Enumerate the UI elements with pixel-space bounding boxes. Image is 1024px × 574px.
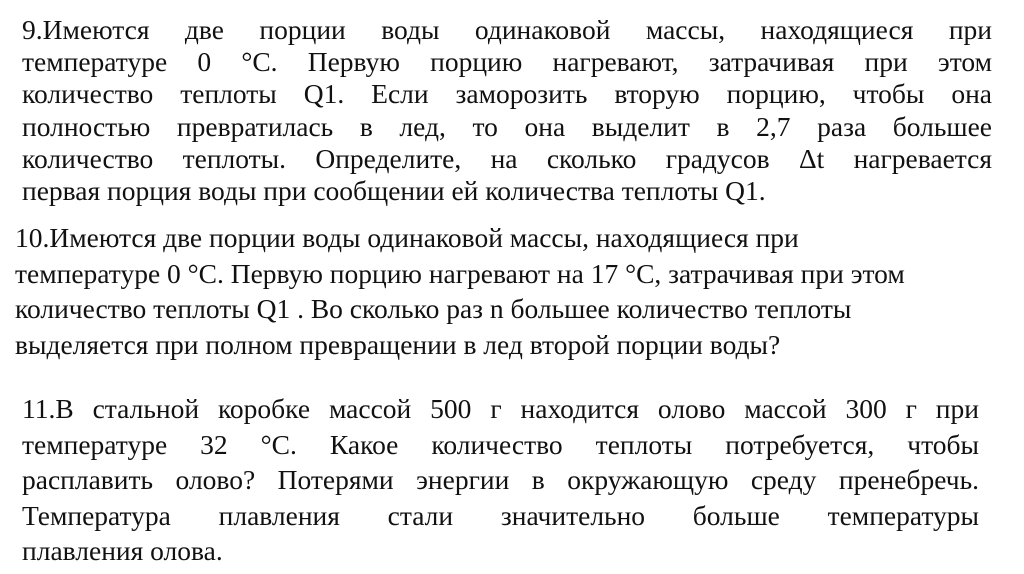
problem-9-line: количество теплоты. Определите, на сколько градусов Δt нагревается [22, 142, 992, 174]
problem-9-line: 9.Имеются две порции воды одинаковой массы, находящиеся при [22, 14, 992, 45]
problem-10-line: температуре 0 °С. Первую порцию нагревают на 17 °С, затрачивая при этом [15, 257, 905, 289]
problem-9-line: первая порция воды при сообщении ей количества теплоты Q1. [22, 175, 766, 207]
problem-9 [22, 14, 992, 207]
problem-10-line: выделяется при полном превращении в лед второй порции воды? [15, 328, 781, 360]
problem-9-line: количество теплоты Q1. Если заморозить вторую порцию, чтобы она [22, 78, 992, 110]
problem-9-line: полностью превратилась в лед, то она выделит в 2,7 раза большее [22, 110, 992, 142]
problem-10-line: количество теплоты Q1 . Во сколько раз n большее количество теплоты [15, 293, 852, 324]
problem-11-line: расплавить олово? Потерями энергии в окружающую среду пренебречь. [22, 464, 979, 495]
problem-10-line: 10.Имеются две порции воды одинаковой массы, находящиеся при [15, 222, 799, 253]
problem-11-line: плавления олова. [22, 535, 223, 566]
problem-11-line: температуре 32 °С. Какое количество теплоты потребуется, чтобы [22, 428, 979, 460]
problem-9-line: температуре 0 °С. Первую порцию нагревают, затрачивая при этом [22, 46, 992, 78]
problem-11-line: 11.В стальной коробке массой 500 г находится олово массой 300 г при [22, 393, 979, 424]
problem-10 [15, 220, 990, 362]
problem-11 [22, 391, 979, 569]
problem-11-line: Температура плавления стали значительно больше температуры [22, 499, 979, 531]
